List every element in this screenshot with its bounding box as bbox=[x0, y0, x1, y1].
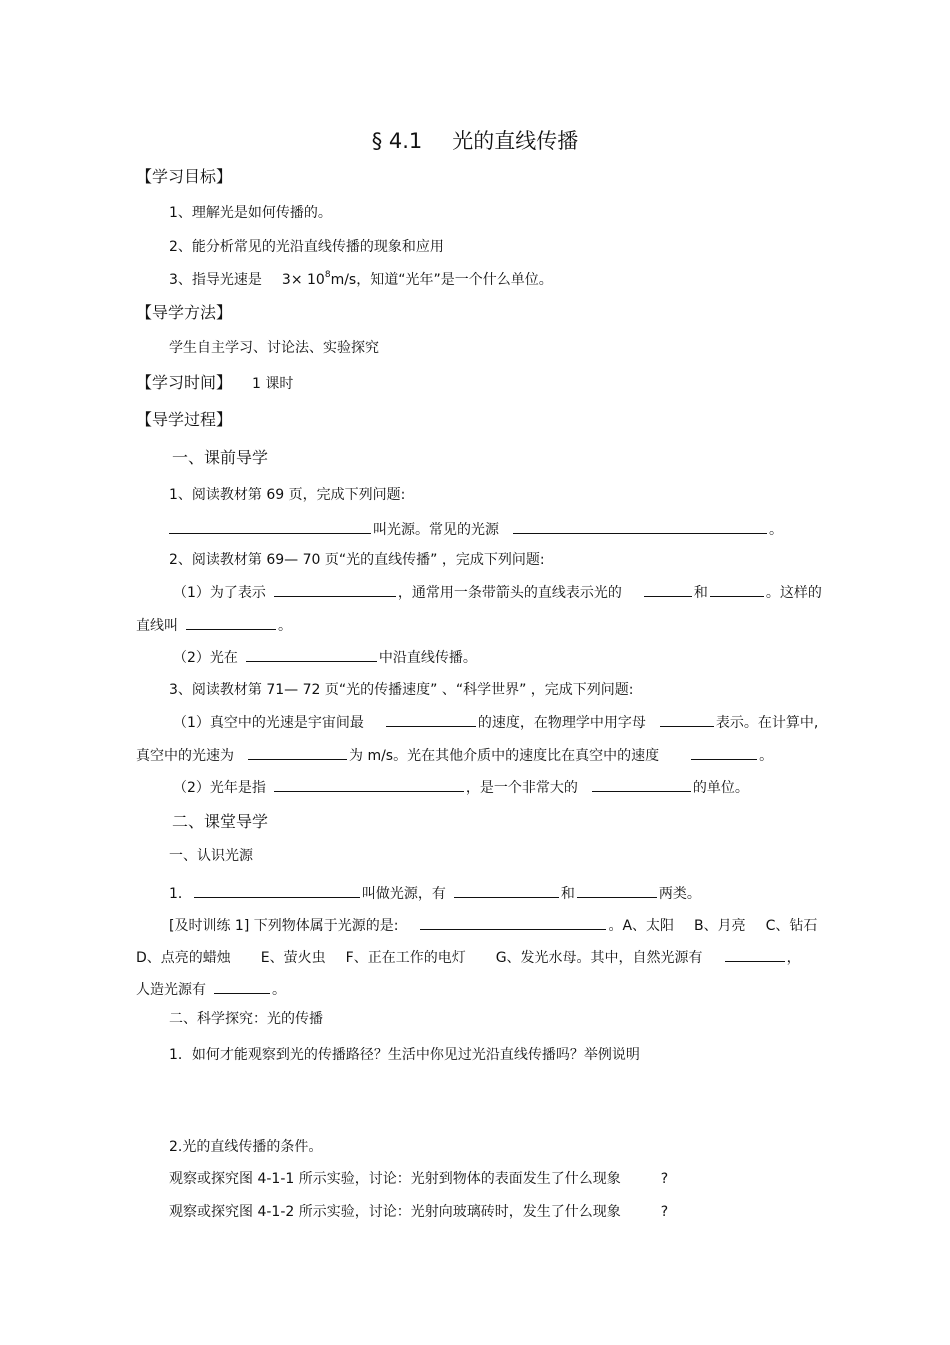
pre-q3-2: （2）光年是指 ，是一个非常大的 的单位。 bbox=[173, 776, 749, 798]
blank-speed-value[interactable] bbox=[248, 744, 347, 760]
class-drill-2: D、点亮的蜡烛 E、萤火虫 F、正在工作的电灯 G、发光水母。其中，自然光源有 ， bbox=[136, 946, 801, 968]
blank-path[interactable] bbox=[644, 581, 692, 597]
class-obs2: 观察或探究图 4-1-2 所示实验，讨论：光射向玻璃砖时，发生了什么现象 ? bbox=[169, 1204, 669, 1220]
page-title bbox=[0, 127, 950, 155]
blank-light-year[interactable] bbox=[274, 776, 464, 792]
blank-comparison[interactable] bbox=[691, 744, 757, 760]
section-number: § 4.1 bbox=[371, 129, 423, 153]
pre-q2-1: （1）为了表示 ，通常用一条带箭头的直线表示光的 和 。这样的 bbox=[173, 581, 822, 603]
class-sub1: 一、认识光源 bbox=[169, 848, 253, 864]
time-text: 1 课时 bbox=[252, 376, 294, 392]
blank-light-source-def[interactable] bbox=[194, 882, 360, 898]
blank-artificial[interactable] bbox=[577, 882, 657, 898]
section-title: 光的直线传播 bbox=[452, 129, 579, 153]
process-heading: 【导学过程】 bbox=[136, 410, 233, 429]
blank-represent[interactable] bbox=[274, 581, 396, 597]
goal-item-2: 2、能分析常见的光沿直线传播的现象和应用 bbox=[169, 239, 444, 255]
class-drill: [及时训练 1] 下列物体属于光源的是: 。A、太阳 B、月亮 C、钻石 bbox=[169, 914, 817, 936]
pre-q3-1: （1）真空中的光速是宇宙间最 的速度，在物理学中用字母 表示。在计算中, bbox=[173, 711, 818, 733]
pre-q1-line: 叫光源。常见的光源 。 bbox=[169, 518, 783, 540]
time-heading: 【学习时间】 bbox=[136, 373, 233, 392]
class-drill-3: 人造光源有 。 bbox=[136, 978, 286, 1000]
method-heading: 【导学方法】 bbox=[136, 303, 233, 322]
class-study-heading: 二、课堂导学 bbox=[172, 812, 269, 831]
blank-unit-kind[interactable] bbox=[592, 776, 691, 792]
pre-q2: 2、阅读教材第 69— 70 页“光的直线传播” ，完成下列问题: bbox=[169, 552, 545, 568]
pre-q2-2: （2）光在 中沿直线传播。 bbox=[173, 646, 477, 668]
goals-heading: 【学习目标】 bbox=[136, 167, 233, 186]
class-c1: 1． 叫做光源，有 和 两类。 bbox=[169, 882, 701, 904]
blank-drill-answer[interactable] bbox=[420, 914, 606, 930]
pre-q1: 1、阅读教材第 69 页，完成下列问题: bbox=[169, 487, 406, 503]
goal-item-3: 3、指导光速是 $3\times 10^8m/s$，知道“光年”是一个什么单位。 bbox=[169, 270, 553, 288]
pre-q2-1-cont: 直线叫 。 bbox=[136, 614, 292, 636]
pre-q3-1-cont: 真空中的光速为 为 m/s。光在其他介质中的速度比在真空中的速度 。 bbox=[136, 744, 773, 766]
blank-common-sources[interactable] bbox=[513, 518, 767, 534]
class-obs1: 观察或探究图 4-1-1 所示实验，讨论：光射到物体的表面发生了什么现象 ? bbox=[169, 1171, 669, 1187]
blank-natural[interactable] bbox=[454, 882, 559, 898]
blank-medium[interactable] bbox=[246, 646, 377, 662]
class-sub2: 二、科学探究：光的传播 bbox=[169, 1011, 323, 1027]
blank-definition[interactable] bbox=[169, 518, 371, 534]
blank-natural-sources[interactable] bbox=[725, 946, 785, 962]
class-s2-q1: 1．如何才能观察到光的传播路径？生活中你见过光沿直线传播吗？举例说明 bbox=[169, 1047, 640, 1063]
time-row bbox=[136, 372, 293, 395]
class-s2-q2: 2.光的直线传播的条件。 bbox=[169, 1139, 323, 1155]
pre-study-heading: 一、课前导学 bbox=[172, 448, 269, 467]
blank-fastest[interactable] bbox=[386, 711, 476, 727]
blank-ray-name[interactable] bbox=[186, 614, 276, 630]
blank-direction[interactable] bbox=[710, 581, 764, 597]
pre-q3: 3、阅读教材第 71— 72 页“光的传播速度” 、“科学世界” ，完成下列问题: bbox=[169, 682, 634, 698]
blank-artificial-sources[interactable] bbox=[214, 978, 270, 994]
goal-item-1: 1、理解光是如何传播的。 bbox=[169, 205, 332, 221]
method-text: 学生自主学习、讨论法、实验探究 bbox=[169, 340, 379, 356]
blank-letter[interactable] bbox=[660, 711, 714, 727]
